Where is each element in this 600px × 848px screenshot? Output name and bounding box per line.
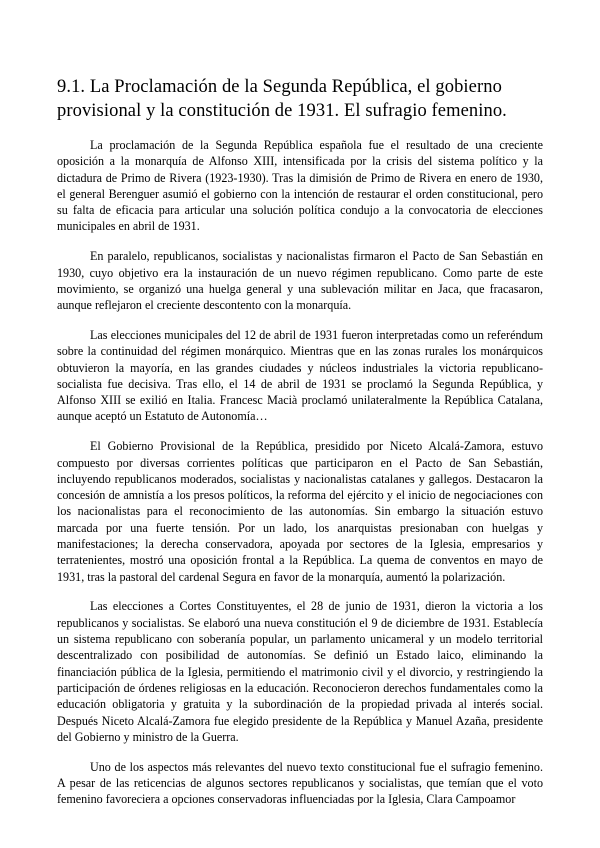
paragraph-proclamacion: La proclamación de la Segunda República española fue el resultado de una creciente oposición a la monarquía de Alfonso XIII, intensificada por la crisis del sistema político y la dictadura de Primo de Rivera (1923-1930). Tras la dimisión de Primo de Rivera en enero de 1930, el general Berenguer asumió el gobierno con la intención de restaurar el orden constitucional, pero su falta de eficacia para articular una solución política condujo a la convocatoria de elecciones municipales en abril de 1931. <box>57 138 543 234</box>
paragraph-sufragio-femenino: Uno de los aspectos más relevantes del nuevo texto constitucional fue el sufragio femenino. A pesar de las reticencias de algunos sectores republicanos y socialistas, que temían que el voto femenino favoreciera a opciones conservadoras influenciadas por la Iglesia, Clara Campoamor <box>57 759 543 807</box>
document-page <box>57 75 543 821</box>
paragraph-constitucion-1931: Las elecciones a Cortes Constituyentes, el 28 de junio de 1931, dieron la victoria a los republicanos y socialistas. Se elaboró una nueva constitución el 9 de diciembre de 1931. Establecía un sistema republicano con soberanía popular, un parlamento unicameral y un modelo territorial descentralizado con posibilidad de autonomías. Se definió un Estado laico, eliminando la financiación pública de la Iglesia, permitiendo el matrimonio civil y el divorcio, y restringiendo la participación de órdenes religiosas en la educación. Reconocieron derechos fundamentales como la educación obligatoria y gratuita y la subordinación de la propiedad privada al interés social. Después Niceto Alcalá-Zamora fue elegido presidente de la República y Manuel Azaña, presidente del Gobierno y ministro de la Guerra. <box>57 599 543 744</box>
document-title: 9.1. La Proclamación de la Segunda República, el gobierno provisional y la constitución de 1931. El sufragio femenino. <box>57 77 507 121</box>
paragraph-gobierno-provisional: El Gobierno Provisional de la República, presidido por Niceto Alcalá-Zamora, estuvo compuesto por diversas corrientes políticas que participaron en el Pacto de San Sebastián, incluyendo republicanos moderados, socialistas y nacionalistas catalanes y gallegos. Destacaron la concesión de amnistía a los presos políticos, la reforma del ejército y el inicio de negociaciones con los nacionalistas para el reconocimiento de las autonomías. Sin embargo la situación estuvo marcada por una fuerte tensión. Por un lado, los anarquistas presionaban con huelgas y manifestaciones; la derecha conservadora, apoyada por sectores de la Iglesia, empresarios y terratenientes, mostró una oposición frontal a la República. La quema de conventos en mayo de 1931, tras la pastoral del cardenal Segura en favor de la monarquía, aumentó la polarización. <box>57 439 543 584</box>
paragraph-elecciones-municipales: Las elecciones municipales del 12 de abril de 1931 fueron interpretadas como un referéndum sobre la continuidad del régimen monárquico. Mientras que en las zonas rurales los monárquicos obtuvieron la mayoría, en las grandes ciudades y núcleos industriales la victoria republicano-socialista fue decisiva. Tras ello, el 14 de abril de 1931 se proclamó la Segunda República, y Alfonso XIII se exilió en Italia. Francesc Macià proclamó unilateralmente la República Catalana, aunque aceptó un Estatuto de Autonomía… <box>57 327 543 424</box>
paragraph-pacto-san-sebastian: En paralelo, republicanos, socialistas y nacionalistas firmaron el Pacto de San Sebastián en 1930, cuyo objetivo era la instauración de un nuevo régimen republicano. Como parte de este movimiento, se organizó una huelga general y una sublevación militar en Jaca, que fracasaron, aunque reflejaron el creciente descontento con la monarquía. <box>57 249 543 313</box>
